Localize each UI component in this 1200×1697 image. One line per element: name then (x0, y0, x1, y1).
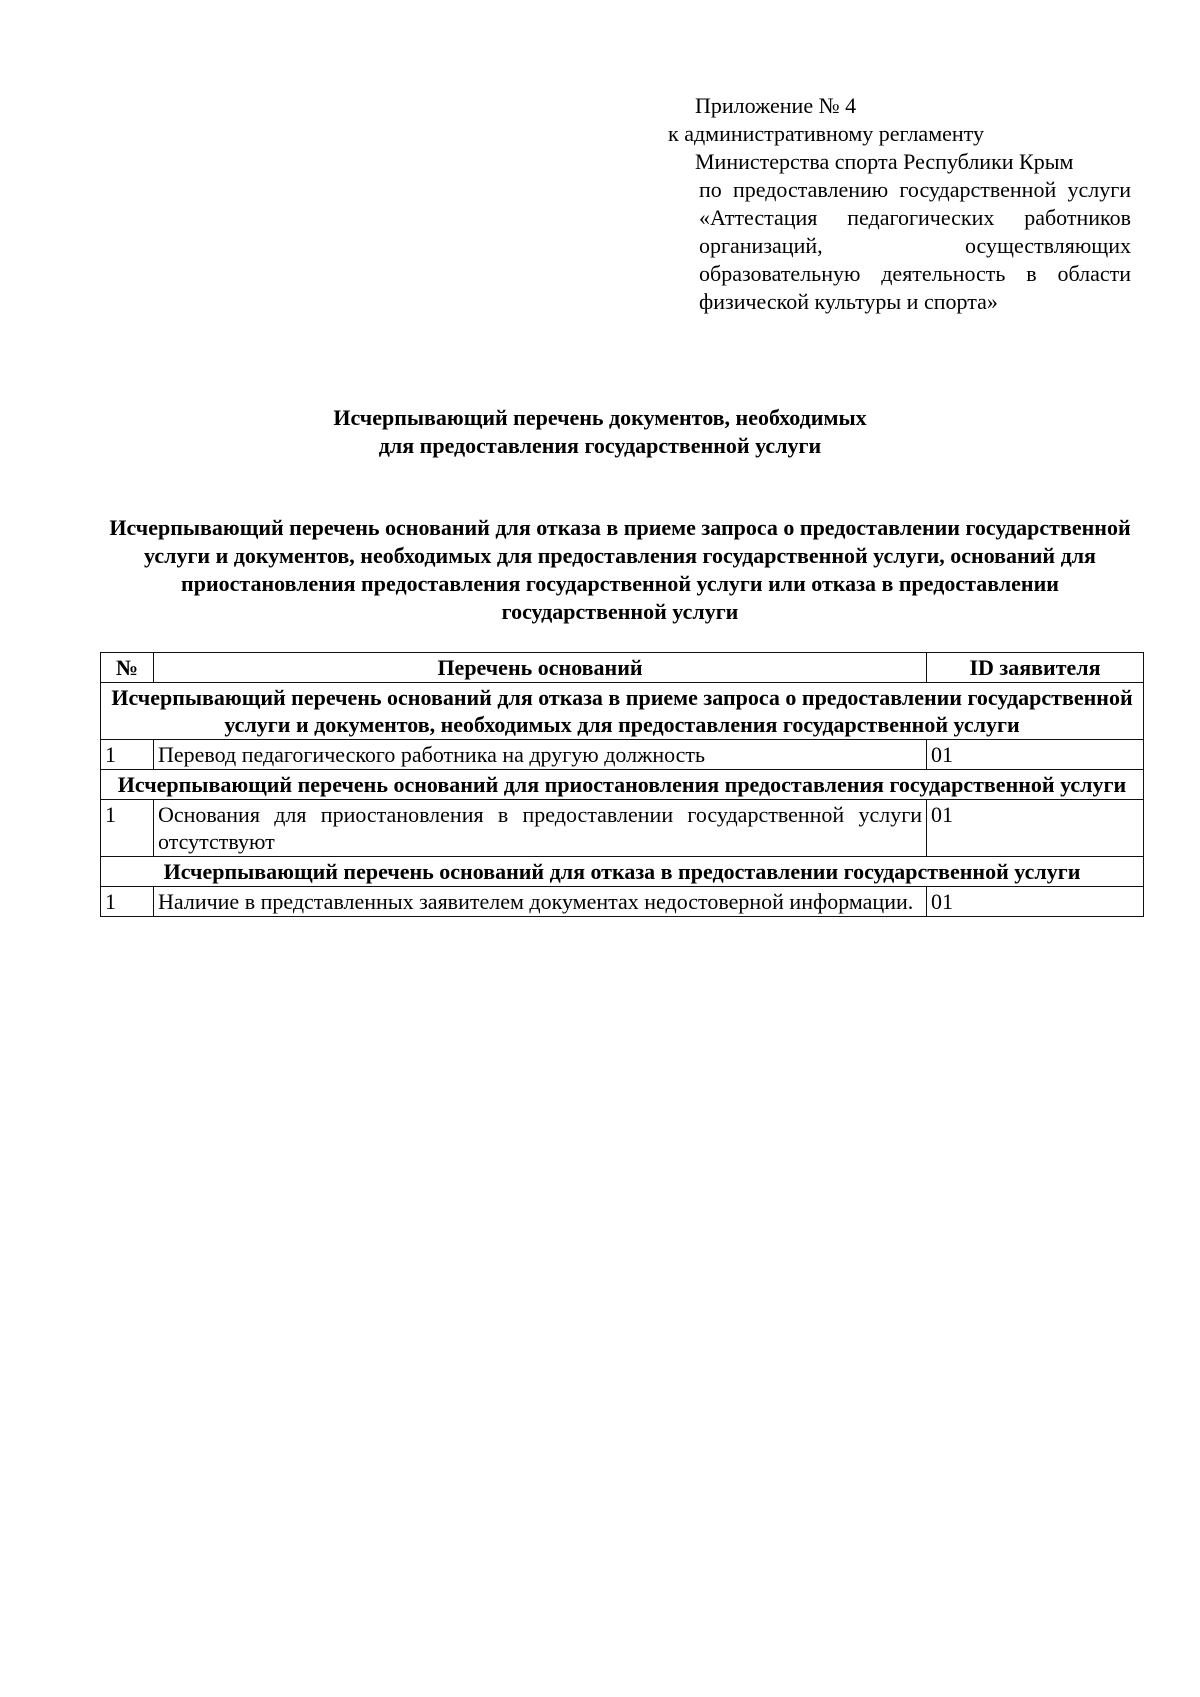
appendix-regulation: к административному регламенту (668, 121, 984, 146)
header-number: № (101, 653, 154, 683)
row-number: 1 (101, 740, 154, 770)
row-number: 1 (101, 887, 154, 917)
table-header-row (101, 653, 1144, 683)
appendix-block (668, 92, 1135, 316)
section-row (101, 857, 1144, 887)
appendix-ministry: Министерства спорта Республики Крым (695, 149, 1074, 174)
table-row (101, 740, 1144, 770)
table-row (101, 800, 1144, 857)
row-number: 1 (101, 800, 154, 857)
documents-list-title-line1: Исчерпывающий перечень документов, необходимых (333, 405, 867, 430)
section-title: Исчерпывающий перечень оснований для приостановления предоставления государственной услуги (101, 770, 1144, 800)
appendix-number: Приложение № 4 (695, 93, 857, 118)
section-row (101, 770, 1144, 800)
row-applicant-id: 01 (927, 800, 1144, 857)
row-applicant-id: 01 (927, 740, 1144, 770)
row-text: Наличие в представленных заявителем документах недостоверной информации. (154, 887, 927, 917)
header-applicant-id: ID заявителя (927, 653, 1144, 683)
section-title: Исчерпывающий перечень оснований для отказа в предоставлении государственной услуги (101, 857, 1144, 887)
appendix-service-description: по предоставлению государственной услуги «Аттестация педагогических работников организаций, осуществляющих образовательную деятельность в области физической культуры и спорта» (699, 177, 1131, 314)
header-grounds: Перечень оснований (154, 653, 927, 683)
grounds-list-title: Исчерпывающий перечень оснований для отказа в приеме запроса о предоставлении государственной услуги и документов, необходимых для предоставления государственной услуги, оснований для приостановления предоставления государственной услуги или отказа в предоставлении государственной услуги (109, 515, 1131, 624)
row-applicant-id: 01 (927, 887, 1144, 917)
documents-list-title-line2: для предоставления государственной услуги (378, 433, 822, 458)
row-text: Основания для приостановления в предоставлении государственной услуги отсутствуют (154, 800, 927, 857)
documents-list-title (0, 404, 1200, 460)
grounds-table (100, 652, 1144, 917)
section-title: Исчерпывающий перечень оснований для отказа в приеме запроса о предоставлении государственной услуги и документов, необходимых для предоставления государственной услуги (101, 683, 1144, 740)
section-row (101, 683, 1144, 740)
row-text: Перевод педагогического работника на другую должность (154, 740, 927, 770)
table-row (101, 887, 1144, 917)
